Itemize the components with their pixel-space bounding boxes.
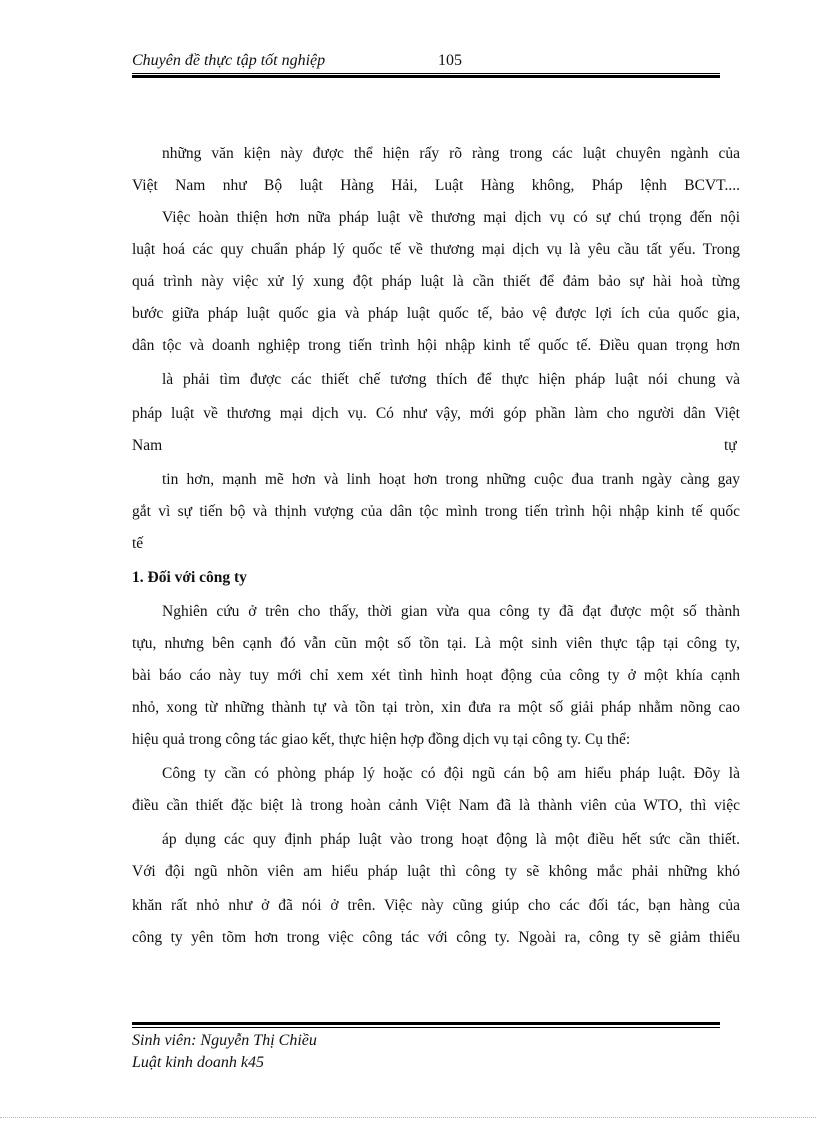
text-line: những văn kiện này được thể hiện rấy rõ ràng trong các luật chuyên ngành của	[162, 145, 740, 162]
text-line: khăn rất nhỏ như ở đã nói ở trên. Việc này cũng giúp cho các đối tác, bạn hàng của	[132, 897, 740, 914]
page-number: 105	[438, 52, 462, 69]
text-line: quá trình này việc xử lý xung đột pháp luật là cần thiết để đảm bảo sự hài hoà từng	[132, 273, 740, 290]
text-line: gắt vì sự tiến bộ và thịnh vượng của dân tộc mình trong tiến trình hội nhập kinh tế quốc	[132, 503, 740, 520]
page-bottom-border	[0, 1117, 816, 1118]
footer-rule-thick	[132, 1022, 720, 1025]
footer-rule-thin	[132, 1027, 720, 1028]
text-line: Với đội ngũ nhõn viên am hiểu pháp luật thì công ty sẽ không mắc phải những khó	[132, 863, 740, 880]
text-line: dân tộc và doanh nghiệp trong tiến trình hội nhập kinh tế quốc tế. Điều quan trọng hơn	[132, 337, 740, 354]
text-line: bài báo cáo này tuy mới chỉ xem xét tình hình hoạt động của công ty ở một khía cạnh	[132, 667, 740, 684]
text-line: công ty yên tõm hơn trong việc công tác với công ty. Ngoài ra, công ty sẽ giảm thiểu	[132, 929, 740, 946]
text-line: bước giữa pháp luật quốc gia và pháp luật quốc tế, bảo vệ được lợi ích của quốc gia,	[132, 305, 740, 322]
header-rule-thin	[132, 73, 720, 74]
text-line: điều cần thiết đặc biệt là trong hoàn cảnh Việt Nam đã là thành viên của WTO, thì việc	[132, 797, 740, 814]
text-line: là phải tìm được các thiết chế tương thích để thực hiện pháp luật nói chung và	[162, 371, 740, 388]
text-line: pháp luật về thương mại dịch vụ. Có như vậy, mới góp phần làm cho người dân Việt	[132, 405, 740, 422]
footer-student: Sinh viên: Nguyễn Thị Chiều	[132, 1032, 317, 1049]
text-line: tự	[724, 437, 737, 454]
header-rule-thick	[132, 75, 720, 78]
page-footer	[132, 1030, 317, 1074]
document-title: Chuyên đề thực tập tốt nghiệp	[132, 52, 326, 69]
text-line: Việc hoàn thiện hơn nữa pháp luật về thương mại dịch vụ có sự chú trọng đến nội	[162, 209, 740, 226]
text-line: tựu, nhưng bên cạnh đó vẫn cũn một số tồn tại. Là một sinh viên thực tập tại công ty,	[132, 635, 740, 652]
text-line: hiệu quả trong công tác giao kết, thực hiện hợp đồng dịch vụ tại công ty. Cụ thể:	[132, 731, 631, 748]
text-line: Nghiên cứu ở trên cho thấy, thời gian vừa qua công ty đã đạt được một số thành	[162, 603, 740, 620]
section-heading: 1. Đối với công ty	[132, 569, 247, 586]
text-line: Công ty cần có phòng pháp lý hoặc có đội ngũ cán bộ am hiểu pháp luật. Đõy là	[162, 765, 740, 782]
text-line: Việt Nam như Bộ luật Hàng Hải, Luật Hàng không, Pháp lệnh BCVT....	[132, 177, 740, 194]
text-line: tin hơn, mạnh mẽ hơn và linh hoạt hơn trong những cuộc đua tranh ngày càng gay	[162, 471, 740, 488]
text-line: áp dụng các quy định pháp luật vào trong hoạt động là một điều hết sức cần thiết.	[162, 831, 740, 848]
footer-class: Luật kinh doanh k45	[132, 1054, 264, 1071]
text-line: Nam	[132, 437, 163, 454]
text-line: tế	[132, 535, 144, 552]
text-line: luật hoá các quy chuẩn pháp lý quốc tế về thương mại dịch vụ là yêu cầu tất yếu. Trong	[132, 241, 740, 258]
text-line: nhỏ, xong từ những thành tự và tồn tại tròn, xin đưa ra một số giải pháp nhằm nõng cao	[132, 699, 740, 716]
